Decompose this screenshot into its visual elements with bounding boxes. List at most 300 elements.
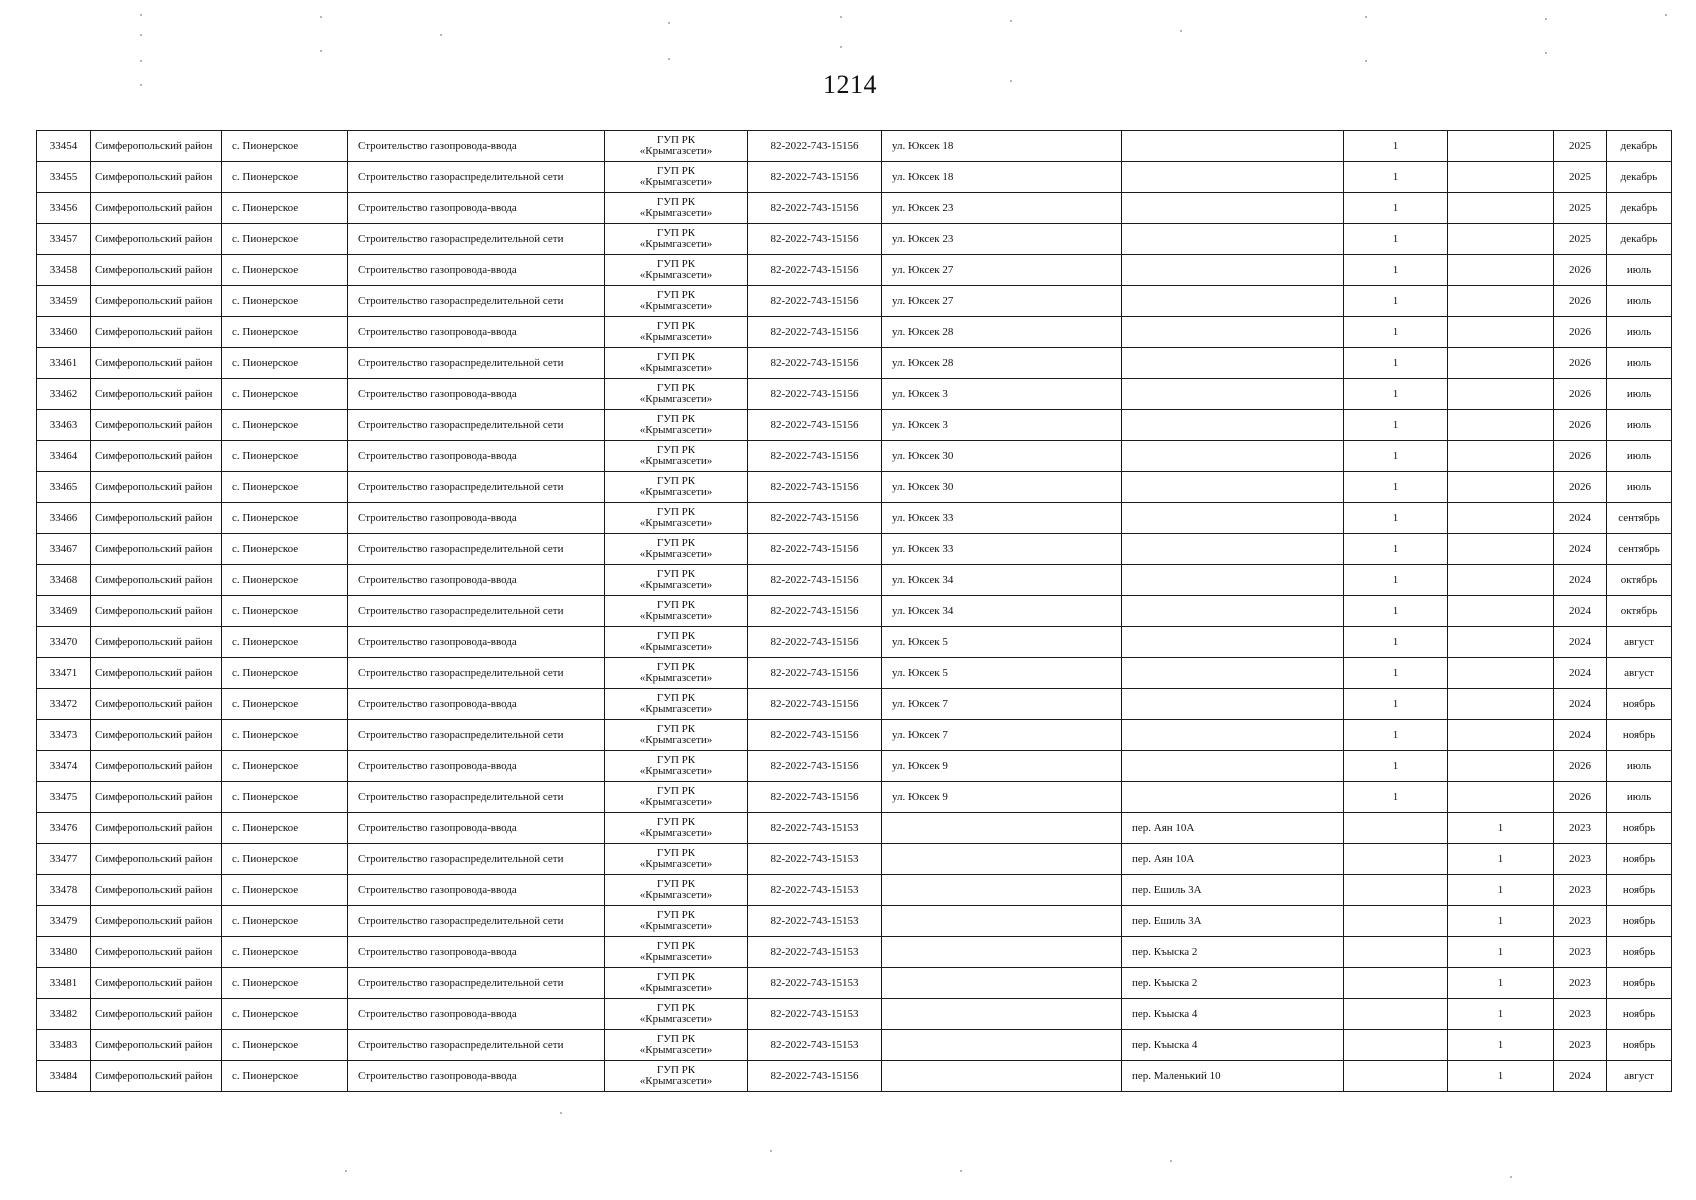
- cell-district: Симферопольский район: [91, 720, 222, 751]
- cell-organization: [605, 286, 748, 317]
- cell-quantity-b: [1448, 751, 1554, 782]
- table-row: [37, 503, 1672, 534]
- cell-year: 2024: [1554, 1061, 1607, 1092]
- cell-quantity-a: [1344, 844, 1448, 875]
- cell-district: Симферопольский район: [91, 813, 222, 844]
- registry-table: [36, 130, 1672, 1092]
- cell-quantity-a: 1: [1344, 131, 1448, 162]
- cell-work-type: Строительство газораспределительной сети: [348, 782, 605, 813]
- cell-street-address: ул. Юксек 27: [882, 286, 1122, 317]
- cell-quantity-a: [1344, 875, 1448, 906]
- organization-brand: «Крымгазсети»: [639, 362, 713, 374]
- cell-district: Симферопольский район: [91, 410, 222, 441]
- cell-number: 33462: [37, 379, 91, 410]
- cell-organization: [605, 441, 748, 472]
- cell-locality: с. Пионерское: [222, 875, 348, 906]
- cell-lane-address: [1122, 751, 1344, 782]
- cell-organization: [605, 565, 748, 596]
- cell-street-address: ул. Юксек 23: [882, 193, 1122, 224]
- cell-program-code: 82-2022-743-15156: [748, 1061, 882, 1092]
- cell-lane-address: [1122, 193, 1344, 224]
- cell-street-address: ул. Юксек 34: [882, 565, 1122, 596]
- cell-locality: с. Пионерское: [222, 1030, 348, 1061]
- organization-brand: «Крымгазсети»: [639, 672, 713, 684]
- cell-locality: с. Пионерское: [222, 410, 348, 441]
- cell-year: 2026: [1554, 255, 1607, 286]
- cell-street-address: ул. Юксек 18: [882, 131, 1122, 162]
- cell-quantity-a: [1344, 1061, 1448, 1092]
- cell-street-address: [882, 813, 1122, 844]
- cell-work-type: Строительство газораспределительной сети: [348, 348, 605, 379]
- cell-street-address: [882, 1061, 1122, 1092]
- cell-work-type: Строительство газопровода-ввода: [348, 689, 605, 720]
- cell-street-address: [882, 1030, 1122, 1061]
- cell-number: 33465: [37, 472, 91, 503]
- table-row: [37, 596, 1672, 627]
- table-row: [37, 875, 1672, 906]
- cell-locality: с. Пионерское: [222, 999, 348, 1030]
- cell-quantity-a: 1: [1344, 782, 1448, 813]
- cell-street-address: ул. Юксек 28: [882, 317, 1122, 348]
- organization-name: ГУП РК: [656, 1064, 696, 1076]
- organization-name: ГУП РК: [656, 630, 696, 642]
- cell-month: декабрь: [1607, 131, 1672, 162]
- table-row: [37, 162, 1672, 193]
- table-row: [37, 317, 1672, 348]
- cell-organization: [605, 720, 748, 751]
- organization-name: ГУП РК: [656, 382, 696, 394]
- cell-number: 33475: [37, 782, 91, 813]
- cell-quantity-a: 1: [1344, 658, 1448, 689]
- cell-quantity-b: [1448, 224, 1554, 255]
- cell-work-type: Строительство газопровода-ввода: [348, 565, 605, 596]
- cell-year: 2024: [1554, 627, 1607, 658]
- cell-year: 2025: [1554, 131, 1607, 162]
- organization-name: ГУП РК: [656, 506, 696, 518]
- organization-brand: «Крымгазсети»: [639, 393, 713, 405]
- cell-street-address: [882, 844, 1122, 875]
- table-row: [37, 348, 1672, 379]
- cell-district: Симферопольский район: [91, 255, 222, 286]
- cell-work-type: Строительство газораспределительной сети: [348, 658, 605, 689]
- cell-number: 33459: [37, 286, 91, 317]
- cell-street-address: ул. Юксек 7: [882, 689, 1122, 720]
- organization-brand: «Крымгазсети»: [639, 579, 713, 591]
- cell-locality: с. Пионерское: [222, 751, 348, 782]
- cell-year: 2023: [1554, 968, 1607, 999]
- cell-work-type: Строительство газораспределительной сети: [348, 906, 605, 937]
- cell-street-address: ул. Юксек 33: [882, 503, 1122, 534]
- cell-month: сентябрь: [1607, 503, 1672, 534]
- cell-lane-address: [1122, 472, 1344, 503]
- cell-organization: [605, 968, 748, 999]
- cell-quantity-a: 1: [1344, 193, 1448, 224]
- cell-district: Симферопольский район: [91, 131, 222, 162]
- cell-program-code: 82-2022-743-15153: [748, 999, 882, 1030]
- cell-street-address: ул. Юксек 3: [882, 379, 1122, 410]
- cell-locality: с. Пионерское: [222, 720, 348, 751]
- cell-month: август: [1607, 627, 1672, 658]
- cell-year: 2024: [1554, 503, 1607, 534]
- cell-district: Симферопольский район: [91, 162, 222, 193]
- cell-quantity-b: [1448, 596, 1554, 627]
- cell-locality: с. Пионерское: [222, 348, 348, 379]
- table-row: [37, 906, 1672, 937]
- cell-quantity-a: [1344, 813, 1448, 844]
- table-row: [37, 720, 1672, 751]
- organization-brand: «Крымгазсети»: [639, 269, 713, 281]
- cell-number: 33464: [37, 441, 91, 472]
- cell-district: Симферопольский район: [91, 503, 222, 534]
- page-number: 1214: [823, 70, 877, 99]
- cell-organization: [605, 658, 748, 689]
- cell-quantity-b: [1448, 534, 1554, 565]
- cell-district: Симферопольский район: [91, 348, 222, 379]
- cell-street-address: ул. Юксек 30: [882, 441, 1122, 472]
- cell-year: 2025: [1554, 162, 1607, 193]
- table-row: [37, 472, 1672, 503]
- cell-year: 2023: [1554, 937, 1607, 968]
- cell-organization: [605, 224, 748, 255]
- cell-program-code: 82-2022-743-15156: [748, 751, 882, 782]
- cell-lane-address: [1122, 534, 1344, 565]
- cell-number: 33457: [37, 224, 91, 255]
- cell-locality: с. Пионерское: [222, 1061, 348, 1092]
- cell-street-address: [882, 937, 1122, 968]
- cell-quantity-b: 1: [1448, 1030, 1554, 1061]
- cell-lane-address: [1122, 379, 1344, 410]
- cell-number: 33454: [37, 131, 91, 162]
- cell-lane-address: [1122, 410, 1344, 441]
- organization-brand: «Крымгазсети»: [639, 486, 713, 498]
- cell-organization: [605, 131, 748, 162]
- organization-brand: «Крымгазсети»: [639, 1075, 713, 1087]
- cell-district: Симферопольский район: [91, 286, 222, 317]
- cell-program-code: 82-2022-743-15156: [748, 689, 882, 720]
- organization-name: ГУП РК: [656, 971, 696, 983]
- organization-name: ГУП РК: [656, 723, 696, 735]
- cell-locality: с. Пионерское: [222, 286, 348, 317]
- table-row: [37, 286, 1672, 317]
- organization-brand: «Крымгазсети»: [639, 920, 713, 932]
- cell-lane-address: [1122, 689, 1344, 720]
- cell-street-address: ул. Юксек 30: [882, 472, 1122, 503]
- organization-name: ГУП РК: [656, 816, 696, 828]
- cell-locality: с. Пионерское: [222, 472, 348, 503]
- cell-work-type: Строительство газопровода-ввода: [348, 937, 605, 968]
- cell-month: июль: [1607, 255, 1672, 286]
- cell-quantity-a: 1: [1344, 472, 1448, 503]
- cell-work-type: Строительство газораспределительной сети: [348, 162, 605, 193]
- cell-organization: [605, 255, 748, 286]
- cell-number: 33456: [37, 193, 91, 224]
- cell-year: 2023: [1554, 875, 1607, 906]
- table-row: [37, 937, 1672, 968]
- organization-brand: «Крымгазсети»: [639, 827, 713, 839]
- table-row: [37, 441, 1672, 472]
- cell-number: 33481: [37, 968, 91, 999]
- table-row: [37, 131, 1672, 162]
- cell-street-address: ул. Юксек 27: [882, 255, 1122, 286]
- organization-brand: «Крымгазсети»: [639, 951, 713, 963]
- cell-year: 2026: [1554, 751, 1607, 782]
- cell-month: август: [1607, 1061, 1672, 1092]
- cell-district: Симферопольский район: [91, 627, 222, 658]
- cell-lane-address: [1122, 658, 1344, 689]
- cell-district: Симферопольский район: [91, 193, 222, 224]
- cell-year: 2023: [1554, 999, 1607, 1030]
- cell-program-code: 82-2022-743-15156: [748, 534, 882, 565]
- cell-street-address: ул. Юксек 34: [882, 596, 1122, 627]
- cell-number: 33469: [37, 596, 91, 627]
- cell-quantity-a: [1344, 1030, 1448, 1061]
- cell-lane-address: [1122, 596, 1344, 627]
- organization-brand: «Крымгазсети»: [639, 858, 713, 870]
- cell-organization: [605, 813, 748, 844]
- table-row: [37, 627, 1672, 658]
- cell-street-address: [882, 968, 1122, 999]
- cell-organization: [605, 844, 748, 875]
- cell-quantity-a: 1: [1344, 317, 1448, 348]
- cell-district: Симферопольский район: [91, 906, 222, 937]
- organization-brand: «Крымгазсети»: [639, 734, 713, 746]
- cell-quantity-a: 1: [1344, 627, 1448, 658]
- organization-brand: «Крымгазсети»: [639, 765, 713, 777]
- cell-quantity-b: [1448, 565, 1554, 596]
- cell-district: Симферопольский район: [91, 224, 222, 255]
- table-row: [37, 534, 1672, 565]
- cell-quantity-b: 1: [1448, 937, 1554, 968]
- cell-lane-address: пер. Къыска 2: [1122, 937, 1344, 968]
- organization-name: ГУП РК: [656, 351, 696, 363]
- cell-quantity-b: [1448, 627, 1554, 658]
- cell-locality: с. Пионерское: [222, 813, 348, 844]
- organization-brand: «Крымгазсети»: [639, 703, 713, 715]
- cell-locality: с. Пионерское: [222, 503, 348, 534]
- cell-quantity-a: 1: [1344, 689, 1448, 720]
- cell-number: 33482: [37, 999, 91, 1030]
- organization-brand: «Крымгазсети»: [639, 1044, 713, 1056]
- cell-work-type: Строительство газопровода-ввода: [348, 193, 605, 224]
- cell-year: 2026: [1554, 472, 1607, 503]
- cell-quantity-b: 1: [1448, 844, 1554, 875]
- cell-organization: [605, 906, 748, 937]
- cell-organization: [605, 937, 748, 968]
- cell-organization: [605, 317, 748, 348]
- cell-number: 33483: [37, 1030, 91, 1061]
- cell-locality: с. Пионерское: [222, 565, 348, 596]
- cell-quantity-b: 1: [1448, 999, 1554, 1030]
- cell-month: август: [1607, 658, 1672, 689]
- cell-month: июль: [1607, 472, 1672, 503]
- cell-year: 2024: [1554, 689, 1607, 720]
- organization-name: ГУП РК: [656, 289, 696, 301]
- cell-month: июль: [1607, 751, 1672, 782]
- organization-brand: «Крымгазсети»: [639, 331, 713, 343]
- cell-organization: [605, 534, 748, 565]
- cell-district: Симферопольский район: [91, 844, 222, 875]
- cell-work-type: Строительство газопровода-ввода: [348, 999, 605, 1030]
- cell-quantity-b: [1448, 193, 1554, 224]
- cell-work-type: Строительство газораспределительной сети: [348, 1030, 605, 1061]
- cell-work-type: Строительство газопровода-ввода: [348, 131, 605, 162]
- cell-program-code: 82-2022-743-15153: [748, 844, 882, 875]
- cell-organization: [605, 596, 748, 627]
- cell-program-code: 82-2022-743-15153: [748, 1030, 882, 1061]
- cell-number: 33468: [37, 565, 91, 596]
- cell-quantity-a: 1: [1344, 224, 1448, 255]
- cell-year: 2023: [1554, 906, 1607, 937]
- cell-district: Симферопольский район: [91, 317, 222, 348]
- table-row: [37, 410, 1672, 441]
- organization-name: ГУП РК: [656, 847, 696, 859]
- cell-work-type: Строительство газопровода-ввода: [348, 627, 605, 658]
- cell-year: 2025: [1554, 193, 1607, 224]
- cell-lane-address: [1122, 224, 1344, 255]
- cell-street-address: [882, 875, 1122, 906]
- cell-lane-address: пер. Къыска 4: [1122, 999, 1344, 1030]
- cell-street-address: ул. Юксек 33: [882, 534, 1122, 565]
- cell-organization: [605, 472, 748, 503]
- cell-quantity-a: [1344, 906, 1448, 937]
- organization-brand: «Крымгазсети»: [639, 207, 713, 219]
- cell-locality: с. Пионерское: [222, 441, 348, 472]
- cell-quantity-b: 1: [1448, 1061, 1554, 1092]
- cell-month: октябрь: [1607, 596, 1672, 627]
- cell-quantity-b: [1448, 379, 1554, 410]
- cell-month: июль: [1607, 379, 1672, 410]
- cell-program-code: 82-2022-743-15156: [748, 255, 882, 286]
- cell-quantity-b: [1448, 503, 1554, 534]
- cell-lane-address: пер. Ешиль 3А: [1122, 875, 1344, 906]
- cell-program-code: 82-2022-743-15156: [748, 348, 882, 379]
- cell-locality: с. Пионерское: [222, 255, 348, 286]
- cell-quantity-b: [1448, 720, 1554, 751]
- cell-work-type: Строительство газопровода-ввода: [348, 1061, 605, 1092]
- cell-locality: с. Пионерское: [222, 224, 348, 255]
- organization-name: ГУП РК: [656, 227, 696, 239]
- organization-name: ГУП РК: [656, 878, 696, 890]
- cell-program-code: 82-2022-743-15156: [748, 782, 882, 813]
- cell-quantity-a: 1: [1344, 410, 1448, 441]
- cell-work-type: Строительство газораспределительной сети: [348, 224, 605, 255]
- cell-month: ноябрь: [1607, 689, 1672, 720]
- cell-quantity-b: 1: [1448, 906, 1554, 937]
- cell-locality: с. Пионерское: [222, 596, 348, 627]
- cell-street-address: ул. Юксек 5: [882, 658, 1122, 689]
- organization-name: ГУП РК: [656, 258, 696, 270]
- cell-program-code: 82-2022-743-15156: [748, 627, 882, 658]
- cell-lane-address: [1122, 317, 1344, 348]
- cell-month: июль: [1607, 441, 1672, 472]
- cell-quantity-b: [1448, 689, 1554, 720]
- organization-brand: «Крымгазсети»: [639, 176, 713, 188]
- cell-quantity-a: 1: [1344, 720, 1448, 751]
- cell-month: ноябрь: [1607, 968, 1672, 999]
- cell-year: 2026: [1554, 441, 1607, 472]
- organization-name: ГУП РК: [656, 165, 696, 177]
- cell-locality: с. Пионерское: [222, 844, 348, 875]
- cell-program-code: 82-2022-743-15156: [748, 286, 882, 317]
- cell-district: Симферопольский район: [91, 441, 222, 472]
- cell-year: 2026: [1554, 410, 1607, 441]
- organization-name: ГУП РК: [656, 785, 696, 797]
- cell-program-code: 82-2022-743-15156: [748, 596, 882, 627]
- cell-quantity-a: [1344, 999, 1448, 1030]
- cell-program-code: 82-2022-743-15156: [748, 162, 882, 193]
- cell-work-type: Строительство газораспределительной сети: [348, 844, 605, 875]
- cell-organization: [605, 348, 748, 379]
- cell-month: октябрь: [1607, 565, 1672, 596]
- cell-month: ноябрь: [1607, 906, 1672, 937]
- cell-month: ноябрь: [1607, 999, 1672, 1030]
- cell-program-code: 82-2022-743-15156: [748, 410, 882, 441]
- cell-work-type: Строительство газораспределительной сети: [348, 968, 605, 999]
- cell-district: Симферопольский район: [91, 472, 222, 503]
- cell-lane-address: [1122, 441, 1344, 472]
- registry-body: [37, 131, 1672, 1092]
- cell-quantity-b: [1448, 317, 1554, 348]
- cell-month: июль: [1607, 410, 1672, 441]
- cell-lane-address: [1122, 255, 1344, 286]
- organization-name: ГУП РК: [656, 134, 696, 146]
- table-row: [37, 379, 1672, 410]
- cell-quantity-b: [1448, 131, 1554, 162]
- cell-lane-address: [1122, 627, 1344, 658]
- cell-locality: с. Пионерское: [222, 317, 348, 348]
- cell-number: 33476: [37, 813, 91, 844]
- cell-district: Симферопольский район: [91, 534, 222, 565]
- cell-locality: с. Пионерское: [222, 534, 348, 565]
- organization-brand: «Крымгазсети»: [639, 517, 713, 529]
- cell-year: 2023: [1554, 813, 1607, 844]
- cell-quantity-a: 1: [1344, 255, 1448, 286]
- cell-year: 2024: [1554, 565, 1607, 596]
- cell-district: Симферопольский район: [91, 968, 222, 999]
- table-row: [37, 844, 1672, 875]
- table-row: [37, 658, 1672, 689]
- cell-quantity-b: [1448, 441, 1554, 472]
- organization-name: ГУП РК: [656, 661, 696, 673]
- organization-brand: «Крымгазсети»: [639, 641, 713, 653]
- cell-organization: [605, 999, 748, 1030]
- organization-name: ГУП РК: [656, 754, 696, 766]
- cell-quantity-a: 1: [1344, 286, 1448, 317]
- table-row: [37, 999, 1672, 1030]
- cell-locality: с. Пионерское: [222, 131, 348, 162]
- cell-organization: [605, 162, 748, 193]
- cell-work-type: Строительство газораспределительной сети: [348, 410, 605, 441]
- cell-program-code: 82-2022-743-15153: [748, 875, 882, 906]
- cell-number: 33479: [37, 906, 91, 937]
- organization-name: ГУП РК: [656, 444, 696, 456]
- table-row: [37, 968, 1672, 999]
- cell-work-type: Строительство газопровода-ввода: [348, 875, 605, 906]
- cell-number: 33461: [37, 348, 91, 379]
- cell-number: 33458: [37, 255, 91, 286]
- cell-quantity-a: 1: [1344, 534, 1448, 565]
- cell-locality: с. Пионерское: [222, 658, 348, 689]
- table-row: [37, 689, 1672, 720]
- cell-program-code: 82-2022-743-15153: [748, 937, 882, 968]
- cell-lane-address: [1122, 782, 1344, 813]
- cell-district: Симферопольский район: [91, 565, 222, 596]
- cell-year: 2026: [1554, 782, 1607, 813]
- cell-quantity-a: [1344, 968, 1448, 999]
- cell-year: 2026: [1554, 286, 1607, 317]
- cell-work-type: Строительство газораспределительной сети: [348, 472, 605, 503]
- cell-number: 33471: [37, 658, 91, 689]
